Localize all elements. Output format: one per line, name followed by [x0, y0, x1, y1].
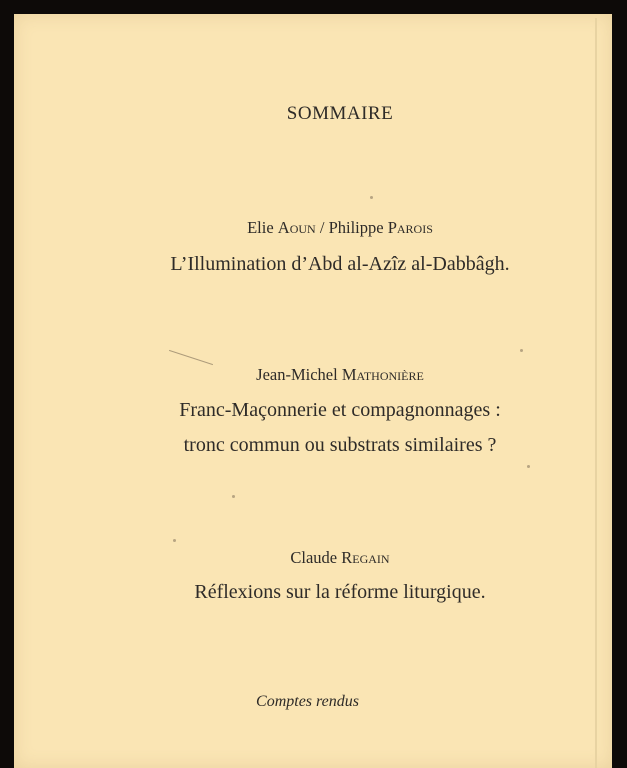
entry-2-title-line-2: tronc commun ou substrats similaires ? — [183, 434, 497, 456]
author-first: Jean-Michel — [256, 365, 338, 384]
entry-2-authors — [0, 365, 627, 385]
paper-speck — [232, 495, 235, 498]
author-last: Aoun — [277, 218, 316, 237]
paper-speck — [173, 539, 176, 542]
author-last: Regain — [341, 548, 390, 567]
entry-2-title-line-1: Franc-Maçonnerie et compagnonnages : — [179, 399, 501, 421]
paper-speck — [520, 349, 523, 352]
paper-speck — [527, 465, 530, 468]
author-first: Claude — [290, 548, 338, 567]
author-separator: / — [319, 218, 325, 237]
page-edge — [595, 18, 597, 768]
author-first: Elie — [247, 218, 274, 237]
paper-speck — [370, 196, 373, 199]
reviews-heading: Comptes rendus — [256, 693, 359, 710]
author-last: Mathonière — [341, 365, 424, 384]
page-title: SOMMAIRE — [286, 103, 394, 124]
book-page — [14, 14, 612, 768]
entry-3-title: Réflexions sur la réforme liturgique. — [194, 581, 486, 603]
author-last: Parois — [387, 218, 433, 237]
entry-1-authors — [0, 218, 627, 238]
author-first: Philippe — [328, 218, 384, 237]
entry-3-authors — [0, 548, 627, 568]
entry-1-title: L’Illumination d’Abd al-Azîz al-Dabbâgh. — [170, 253, 510, 275]
